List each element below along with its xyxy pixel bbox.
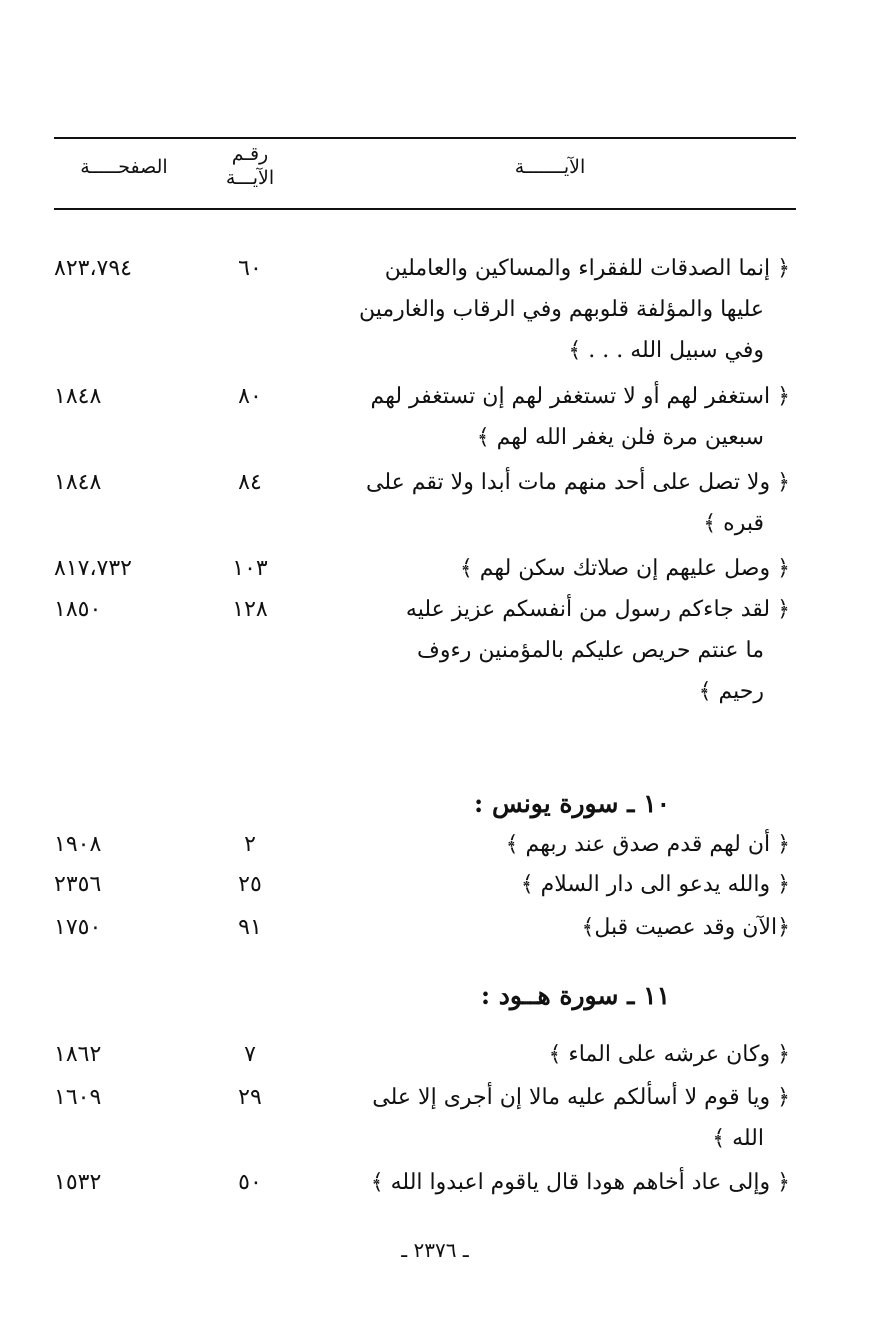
page-ref: ٨١٧،٧٣٢	[54, 556, 132, 581]
page-ref: ١٥٣٢	[54, 1170, 102, 1195]
verse-line: ﴿ وإلى عاد أخاهم هودا قال ياقوم اعبدوا الله ﴾	[370, 1170, 790, 1195]
verse-number: ١٢٨	[232, 597, 268, 622]
page-ref: ١٩٠٨	[54, 832, 102, 857]
verse-line: ﴿الآن وقد عصيت قبل﴾	[581, 915, 790, 940]
verse-line: ﴿ إنما الصدقات للفقراء والمساكين والعاملين	[384, 256, 790, 281]
verse-text	[300, 548, 790, 589]
verse-number: ٥٠	[238, 1170, 262, 1195]
verse-text	[300, 589, 790, 712]
verse-line: رحيم ﴾	[698, 679, 764, 704]
verse-line: قبره ﴾	[703, 511, 764, 536]
header-bottom-rule	[54, 208, 796, 210]
verse-number: ١٠٣	[232, 556, 268, 581]
verse-number: ٨٤	[238, 470, 262, 495]
page-ref: ١٨٤٨	[54, 470, 102, 495]
header-number-line2: الآيـــة	[225, 167, 275, 189]
page-ref: ٨٢٣،٧٩٤	[54, 256, 132, 281]
surah-heading: ١١ ـ سورة هــود :	[480, 981, 670, 1010]
header-verse-number	[205, 142, 295, 190]
verse-text	[300, 1077, 790, 1159]
verse-number: ٦٠	[238, 256, 262, 281]
verse-line: ﴿ ولا تصل على أحد منهم مات أبدا ولا تقم على	[366, 470, 790, 495]
page-ref: ١٨٤٨	[54, 384, 102, 409]
page-ref: ١٧٥٠	[54, 915, 102, 940]
verse-line: ﴿ وكان عرشه على الماء ﴾	[548, 1042, 790, 1067]
verse-line: عليها والمؤلفة قلوبهم وفي الرقاب والغارمين	[359, 297, 764, 322]
surah-heading: ١٠ ـ سورة يونس :	[474, 789, 670, 818]
page-ref: ١٨٥٠	[54, 597, 102, 622]
verse-line: ﴿ ويا قوم لا أسألكم عليه مالا إن أجرى إلا على	[372, 1085, 790, 1110]
verse-number: ٢	[244, 832, 256, 857]
verse-line: ﴿ وصل عليهم إن صلاتك سكن لهم ﴾	[459, 556, 790, 581]
verse-text	[300, 907, 790, 948]
verse-line: الله ﴾	[712, 1126, 764, 1151]
verse-line: ﴿ والله يدعو الى دار السلام ﴾	[520, 872, 790, 897]
verse-text	[300, 1034, 790, 1075]
header-top-rule	[54, 137, 796, 139]
verse-text	[300, 1162, 790, 1203]
page-ref: ١٦٠٩	[54, 1085, 102, 1110]
verse-number: ٢٥	[238, 872, 262, 897]
verse-number: ٧	[244, 1042, 256, 1067]
header-page: الصفحـــــة	[80, 156, 168, 178]
verse-number: ٨٠	[238, 384, 262, 409]
verse-text	[300, 248, 790, 371]
page-ref: ٢٣٥٦	[54, 872, 102, 897]
verse-line: ﴿ أن لهم قدم صدق عند ربهم ﴾	[505, 832, 790, 857]
header-number-line1: رقـم	[231, 143, 269, 165]
verse-line: ما عنتم حريص عليكم بالمؤمنين رءوف	[417, 638, 764, 663]
verse-line: سبعين مرة فلن يغفر الله لهم ﴾	[476, 425, 764, 450]
verse-line: ﴿ لقد جاءكم رسول من أنفسكم عزيز عليه	[405, 597, 790, 622]
verse-line: ﴿ استغفر لهم أو لا تستغفر لهم إن تستغفر لهم	[370, 384, 790, 409]
page-ref: ١٨٦٢	[54, 1042, 102, 1067]
verse-text	[300, 462, 790, 544]
header-verse: الآيـــــــة	[514, 156, 586, 178]
verse-text	[300, 376, 790, 458]
verse-number: ٩١	[238, 915, 262, 940]
page-number: ـ ٢٣٧٦ ـ	[401, 1238, 469, 1262]
verse-text	[300, 864, 790, 905]
verse-line: وفي سبيل الله . . . ﴾	[568, 338, 764, 363]
verse-text	[300, 824, 790, 865]
verse-number: ٢٩	[238, 1085, 262, 1110]
